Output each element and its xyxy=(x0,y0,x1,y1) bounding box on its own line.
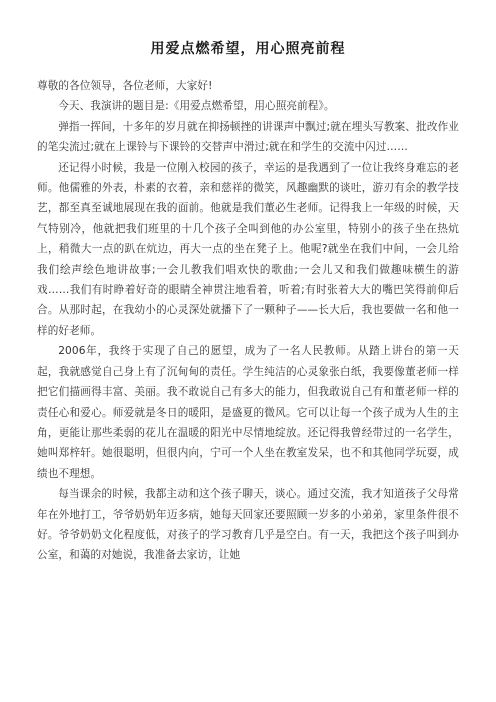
paragraph-greeting: 尊敬的各位领导，各位老师，大家好! xyxy=(37,80,213,92)
paragraph-student: 每当课余的时候，我都主动和这个孩子聊天，谈心。通过交流，我才知道孩子父母常年在外地打工，爷爷奶奶年迈多病，她每天回家还要照顾一岁多的小弟弟，家里条件很不好。爷爷奶奶文化程度低，对孩子的学习教育几乎是空白。有一天，我把这个孩子叫到办公室，和蔼的对她说，我准备去家访，让她 xyxy=(37,488,459,562)
paragraph-2006: 2006年，我终于实现了自己的愿望，成为了一名人民教师。从踏上讲台的第一天起，我就感觉自己身上有了沉甸甸的责任。学生纯洁的心灵象张白纸，我要像董老师一样把它们描画得丰富、美丽。我不敢说自己有多大的能力，但我敢说自己有和董老师一样的责任心和爱心。师爱就是冬日的暖阳，是盛夏的微风。它可以让每一个孩子成为人生的主角，更能让那些柔弱的花儿在温暖的阳光中尽情地绽放。还记得我曾经带过的一名学生，她叫郑梓轩。她很聪明，但很内向，宁可一个人坐在教室发呆，也不和其他同学玩耍，成绩也不理想。 xyxy=(37,345,459,480)
document-title: 用爱点燃希望，用心照亮前程 xyxy=(150,41,346,57)
paragraph-childhood: 还记得小时候，我是一位刚入校园的孩子，幸运的是我遇到了一位让我终身难忘的老师。他儒雅的外表，朴素的衣着，亲和慈祥的微笑，风趣幽默的谈吐，游刃有余的教学技艺，都至真至诚地展现在我的面前。他就是我们董必生老师。记得我上一年级的时候，天气特别冷，他就把我们班里的十几个孩子全叫到他的办公室里，特别小的孩子坐在热炕上，稍微大一点的趴在炕边，再大一点的坐在凳子上。他呢?就坐在我们中间，一会儿给我们绘声绘色地讲故事;一会儿教我们唱欢快的歌曲;一会儿又和我们做趣味横生的游戏……我们有时睁着好奇的眼睛全神贯注地看着，听着;有时张着大大的嘴巴笑得前仰后合。从那时起，在我幼小的心灵深处就播下了一颗种子——长大后，我也要做一名和他一样的好老师。 xyxy=(37,161,459,337)
document-body xyxy=(37,76,459,566)
paragraph-years: 弹指一挥间，十多年的岁月就在抑扬顿挫的讲课声中飘过;就在埋头写教案、批改作业的笔尖流过;就在上课铃与下课铃的交替声中滑过;就在和学生的交流中闪过…… xyxy=(37,120,459,154)
paragraph-topic: 今天、我演讲的题目是:《用爱点燃希望，用心照亮前程》。 xyxy=(58,100,335,113)
